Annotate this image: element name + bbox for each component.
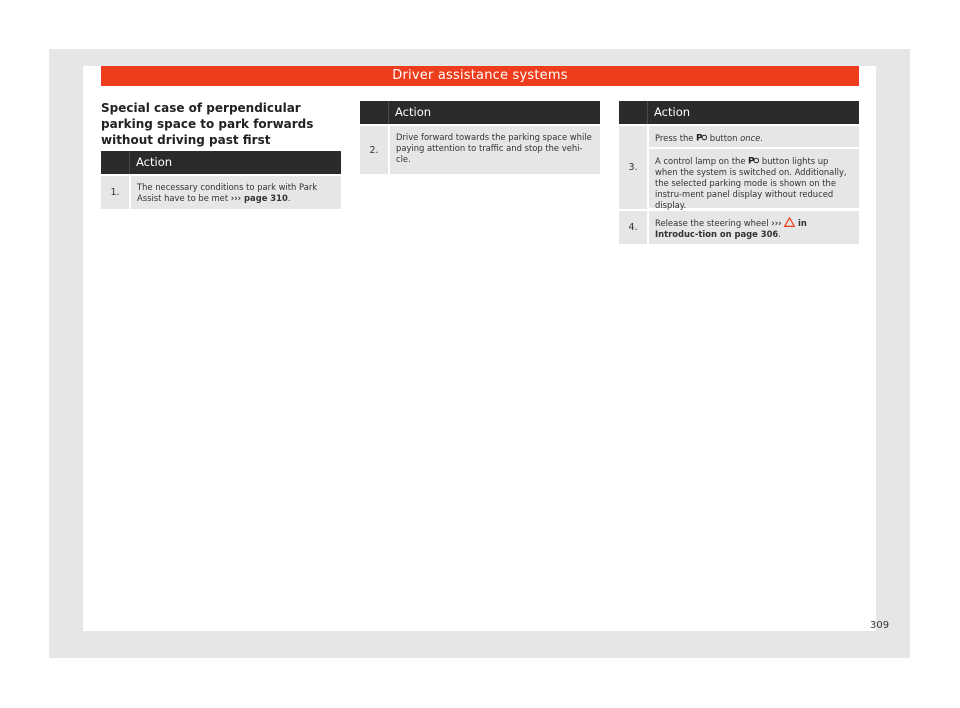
step-text bbox=[131, 176, 341, 209]
page-reference-link[interactable]: ››› page 310 bbox=[230, 193, 288, 203]
warning-triangle-icon bbox=[784, 217, 795, 227]
step-text bbox=[649, 149, 859, 208]
action-table-2 bbox=[360, 101, 600, 174]
step-text-end: . bbox=[778, 229, 781, 239]
table-header-num bbox=[101, 151, 129, 174]
step-text-end: . bbox=[760, 133, 763, 143]
page-reference-link[interactable]: in Introduc-tion on page 306 bbox=[655, 218, 807, 239]
step-number: 1. bbox=[101, 176, 129, 209]
step-number: 4. bbox=[619, 211, 647, 244]
table-row bbox=[360, 126, 600, 174]
step-text-body: Release the steering wheel bbox=[655, 218, 769, 228]
table-header bbox=[360, 101, 600, 124]
parking-button-icon bbox=[748, 155, 759, 165]
step-text-body: The necessary conditions to park with Park Assist have to be met bbox=[137, 182, 318, 203]
table-row bbox=[101, 176, 341, 209]
table-header-action: Action bbox=[647, 101, 859, 124]
table-header-num bbox=[360, 101, 388, 124]
reference-arrows[interactable]: ››› bbox=[771, 218, 782, 228]
table-header bbox=[619, 101, 859, 124]
step-number: 2. bbox=[360, 126, 388, 174]
table-header-num bbox=[619, 101, 647, 124]
step-text-pre: A control lamp on the bbox=[655, 156, 746, 166]
action-table-3 bbox=[619, 101, 859, 244]
step-text-pre: Press the bbox=[655, 133, 694, 143]
section-header-bar bbox=[101, 66, 859, 86]
page-number: 309 bbox=[870, 620, 890, 631]
step-text: Drive forward towards the parking space while paying attention to traffic and stop the vehi-cle. bbox=[390, 126, 600, 174]
step-text-emphasis: once bbox=[740, 133, 761, 143]
table-header bbox=[101, 151, 341, 174]
action-table-1 bbox=[101, 151, 341, 209]
step-text bbox=[649, 126, 859, 147]
subsection-title: Special case of perpendicular parking space to park forwards without driving past first bbox=[101, 101, 314, 147]
step-number: 3. bbox=[619, 126, 647, 209]
table-header-action: Action bbox=[388, 101, 600, 124]
parking-button-icon bbox=[696, 132, 707, 142]
table-row bbox=[619, 126, 859, 209]
table-row bbox=[619, 211, 859, 244]
svg-text:P: P bbox=[696, 133, 703, 142]
table-header-action: Action bbox=[129, 151, 341, 174]
step-text bbox=[649, 211, 859, 244]
svg-text:P: P bbox=[748, 156, 755, 165]
step-text-end: . bbox=[287, 193, 291, 203]
section-header-title: Driver assistance systems bbox=[392, 68, 568, 83]
step-text-post: button lights up when the system is switched on. Additionally, the selected parking mode is shown on the instru-ment panel display without reduced display. bbox=[655, 156, 847, 210]
step-text-post: button bbox=[709, 133, 738, 143]
